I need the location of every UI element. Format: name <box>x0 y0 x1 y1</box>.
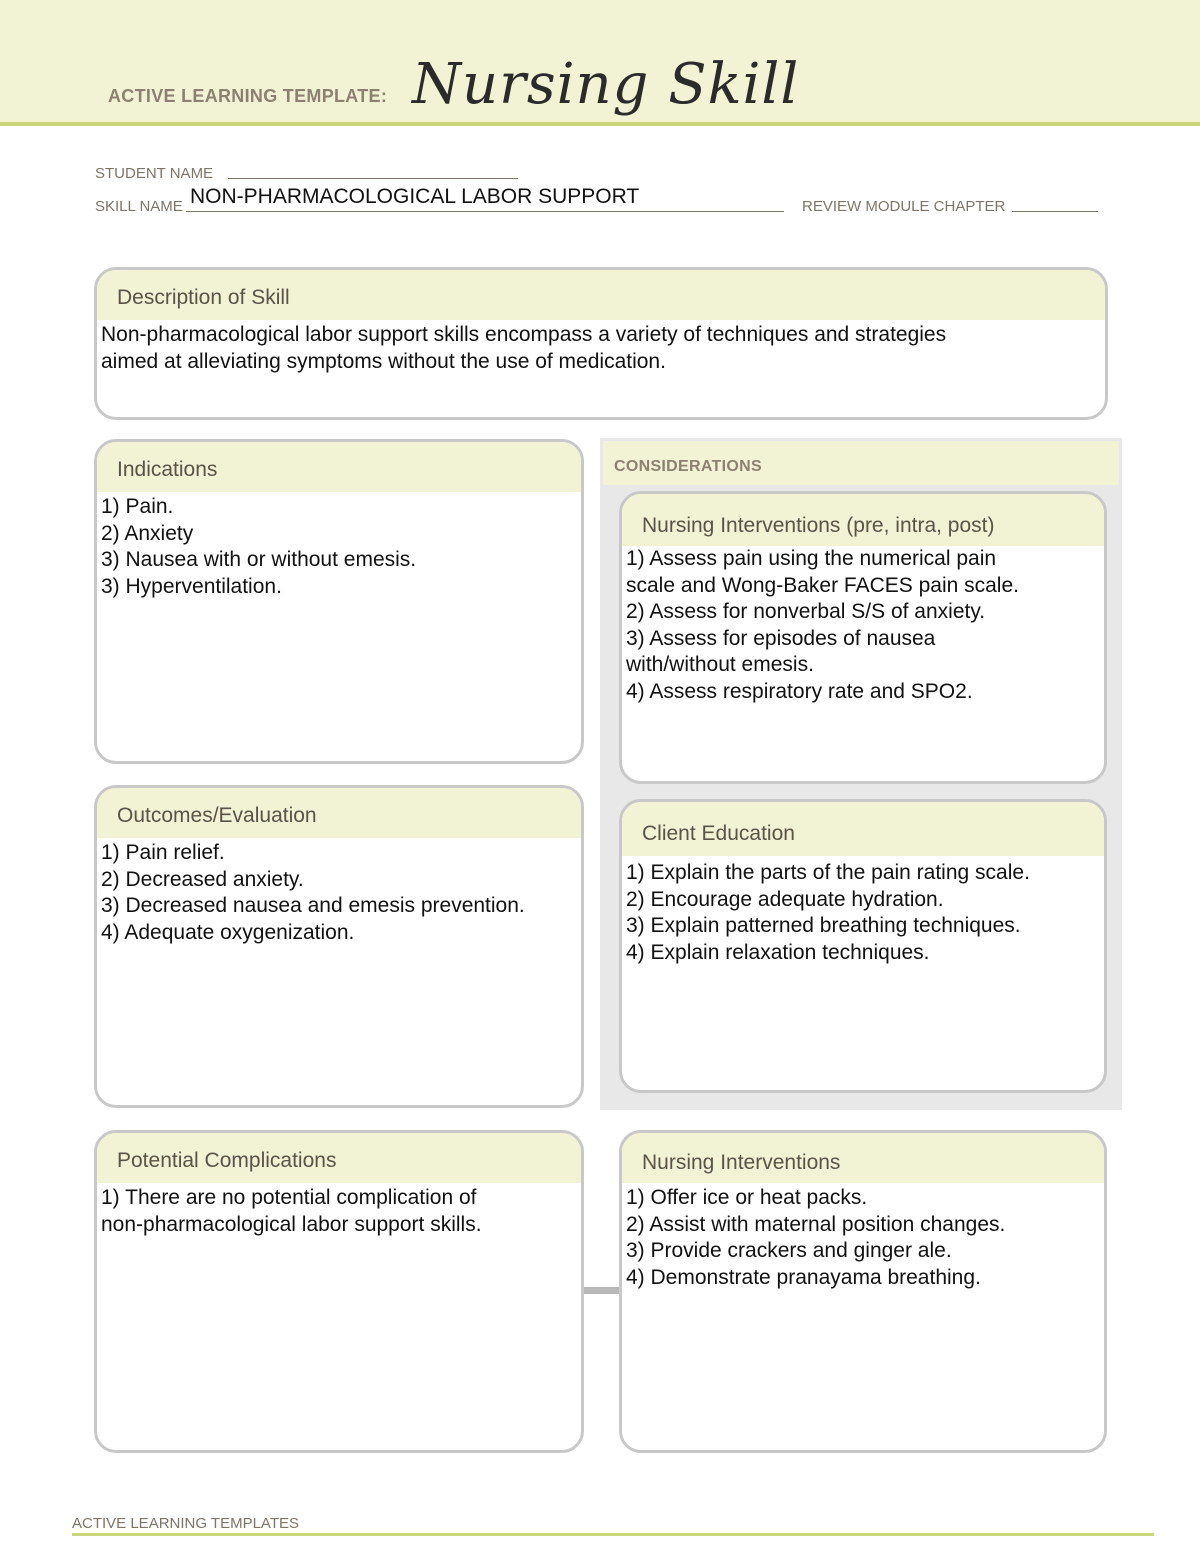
skill-name-label: SKILL NAME <box>95 198 183 215</box>
nursing-interventions-pip-body[interactable]: 1) Assess pain using the numerical pain scale and Wong-Baker FACES pain scale. 2) Assess for nonverbal S/S of anxiety. 3) Assess for episodes of nausea with/without emesis. 4) Assess respiratory rate and SPO2. <box>626 547 1019 703</box>
indications-body[interactable]: 1) Pain. 2) Anxiety 3) Nausea with or without emesis. 3) Hyperventilation. <box>101 495 417 598</box>
page-title: Nursing Skill <box>412 52 800 117</box>
considerations-label: CONSIDERATIONS <box>614 458 762 475</box>
nursing-interventions-pip-title: Nursing Interventions (pre, intra, post) <box>622 494 1104 546</box>
review-module-field[interactable] <box>1012 211 1098 212</box>
student-name-label: STUDENT NAME <box>95 165 214 182</box>
nursing-interventions-pip-card <box>619 491 1107 784</box>
footer-rule <box>72 1533 1154 1536</box>
description-card <box>94 267 1108 420</box>
client-education-card <box>619 799 1107 1093</box>
outcomes-card <box>94 785 584 1108</box>
outcomes-body[interactable]: 1) Pain relief. 2) Decreased anxiety. 3) Decreased nausea and emesis prevention. 4) Adequate oxygenization. <box>101 841 525 944</box>
indications-title: Indications <box>97 442 581 492</box>
skill-name-field[interactable] <box>186 211 784 212</box>
client-education-title: Client Education <box>622 802 1104 856</box>
indications-card <box>94 439 584 764</box>
nursing-interventions-card <box>619 1130 1107 1453</box>
complications-title: Potential Complications <box>97 1133 581 1183</box>
review-module-label: REVIEW MODULE CHAPTER <box>802 198 1006 215</box>
nursing-interventions-body[interactable]: 1) Offer ice or heat packs. 2) Assist with maternal position changes. 3) Provide crackers and ginger ale. 4) Demonstrate pranayama breathing. <box>626 1186 1006 1289</box>
description-body[interactable]: Non-pharmacological labor support skills encompass a variety of techniques and strategies aimed at alleviating symptoms without the use of medication. <box>101 323 947 373</box>
skill-name-value: NON-PHARMACOLOGICAL LABOR SUPPORT <box>190 185 640 208</box>
nursing-interventions-title: Nursing Interventions <box>622 1133 1104 1183</box>
student-name-field[interactable] <box>228 178 518 179</box>
outcomes-title: Outcomes/Evaluation <box>97 788 581 838</box>
complications-card <box>94 1130 584 1453</box>
client-education-body[interactable]: 1) Explain the parts of the pain rating scale. 2) Encourage adequate hydration. 3) Explain patterned breathing techniques. 4) Explain relaxation techniques. <box>626 861 1030 964</box>
template-label: ACTIVE LEARNING TEMPLATE: <box>108 86 388 106</box>
footer-label: ACTIVE LEARNING TEMPLATES <box>72 1515 299 1532</box>
description-title: Description of Skill <box>97 270 1105 320</box>
card-connector <box>583 1287 621 1294</box>
header-rule <box>0 122 1200 126</box>
complications-body[interactable]: 1) There are no potential complication of non-pharmacological labor support skills. <box>101 1186 482 1236</box>
